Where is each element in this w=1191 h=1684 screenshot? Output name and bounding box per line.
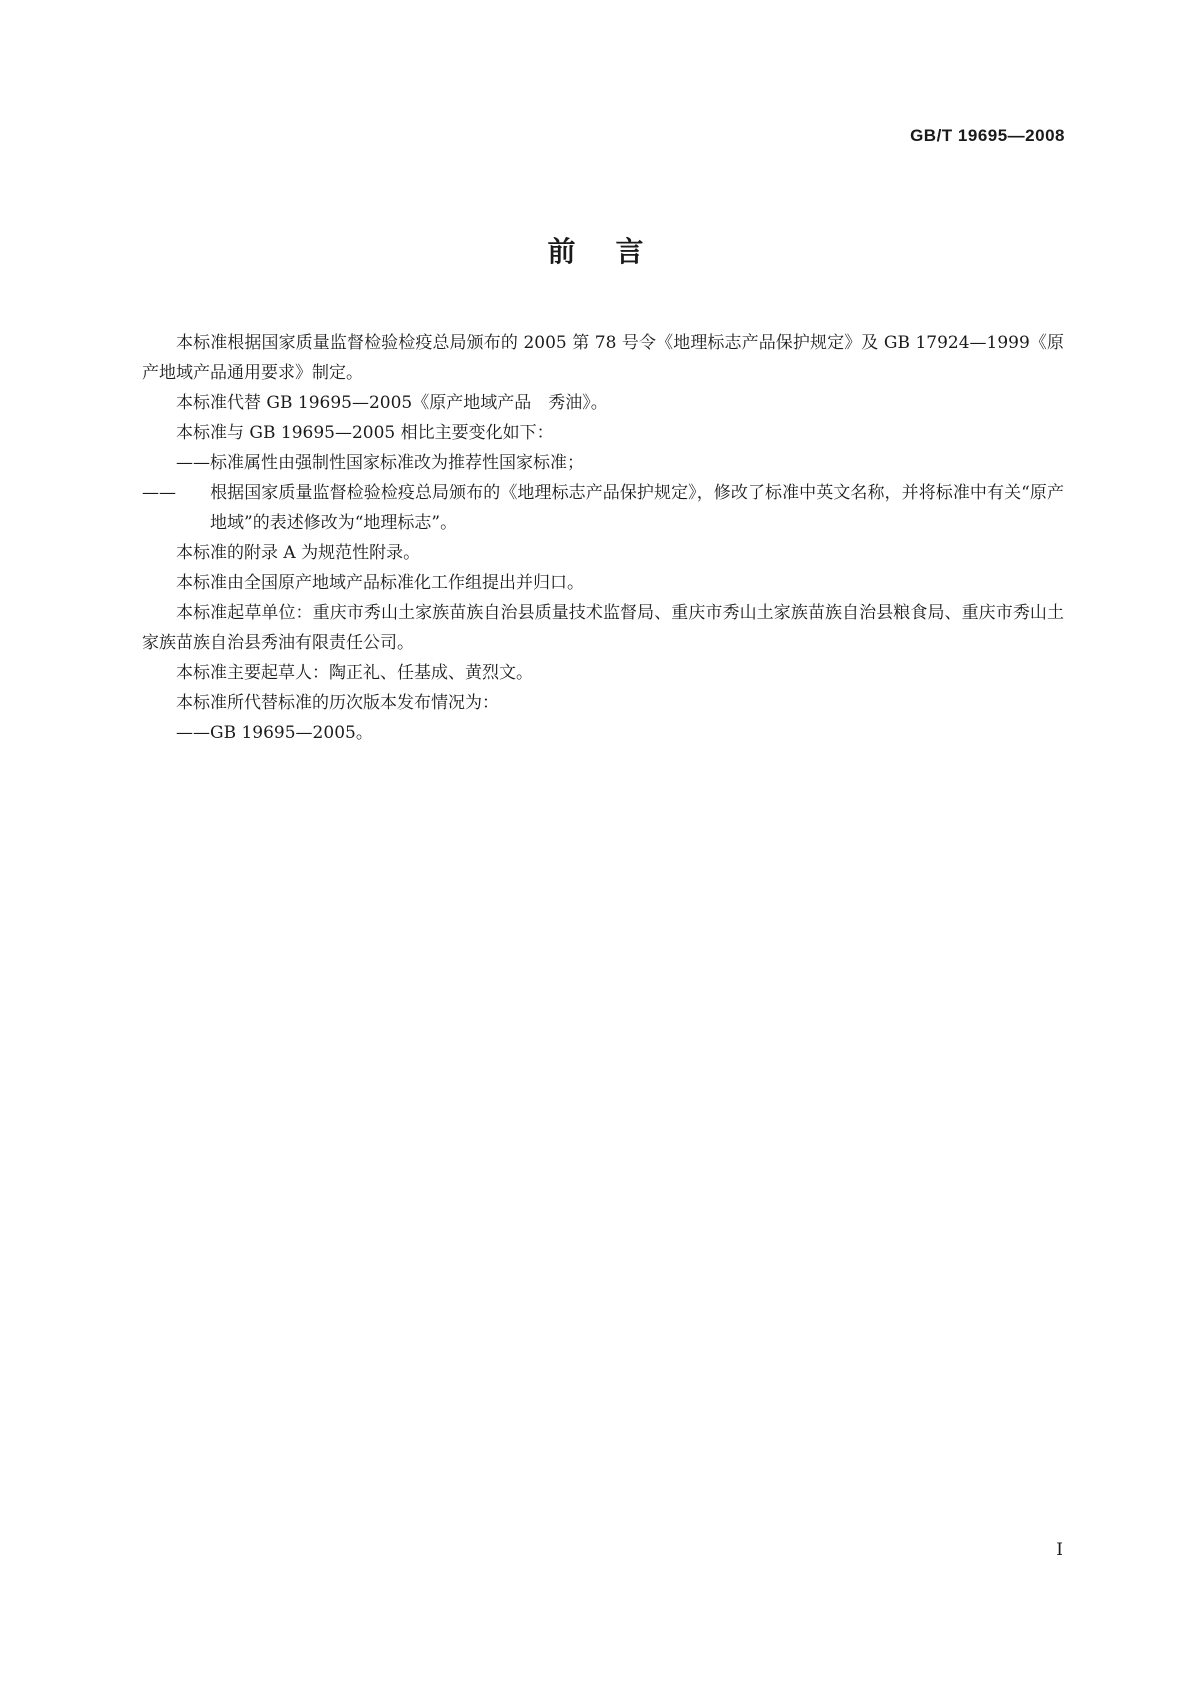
paragraph-changes-intro: 本标准与 GB 19695—2005 相比主要变化如下：: [176, 423, 554, 443]
list-item-text: 标准属性由强制性国家标准改为推荐性国家标准；: [210, 453, 584, 473]
paragraph-proposer: 本标准由全国原产地域产品标准化工作组提出并归口。: [176, 573, 584, 593]
paragraph-drafters: 本标准主要起草人：陶正礼、任基成、黄烈文。: [176, 663, 533, 683]
list-item-change-2: [142, 478, 1064, 538]
page-title: 前言: [547, 235, 684, 268]
paragraph-history-intro: 本标准所代替标准的历次版本发布情况为：: [176, 693, 499, 713]
foreword-body: [142, 328, 1064, 748]
list-item-text: GB 19695—2005。: [210, 723, 373, 743]
dash-marker: ——: [176, 453, 210, 473]
list-item-text: 根据国家质量监督检验检疫总局颁布的《地理标志产品保护规定》，修改了标准中英文名称，并将标准中有关“原产地域”的表述修改为“地理标志”。: [210, 483, 1064, 533]
list-item-history-1: [142, 718, 1064, 748]
paragraph-drafting-units: 本标准起草单位：重庆市秀山土家族苗族自治县质量技术监督局、重庆市秀山土家族苗族自治县粮食局、重庆市秀山土家族苗族自治县秀油有限责任公司。: [142, 603, 1064, 653]
paragraph-basis: 本标准根据国家质量监督检验检疫总局颁布的 2005 第 78 号令《地理标志产品保护规定》及 GB 17924—1999《原产地域产品通用要求》制定。: [142, 333, 1064, 383]
paragraph-replaces: 本标准代替 GB 19695—2005《原产地域产品 秀油》。: [176, 393, 608, 413]
standard-code: GB/T 19695—2008: [910, 126, 1065, 145]
list-item-change-1: [142, 448, 1064, 478]
dash-marker: ——: [142, 483, 176, 503]
page-number: I: [1056, 1540, 1063, 1560]
dash-marker: ——: [176, 723, 210, 743]
paragraph-appendix: 本标准的附录 A 为规范性附录。: [176, 543, 421, 563]
